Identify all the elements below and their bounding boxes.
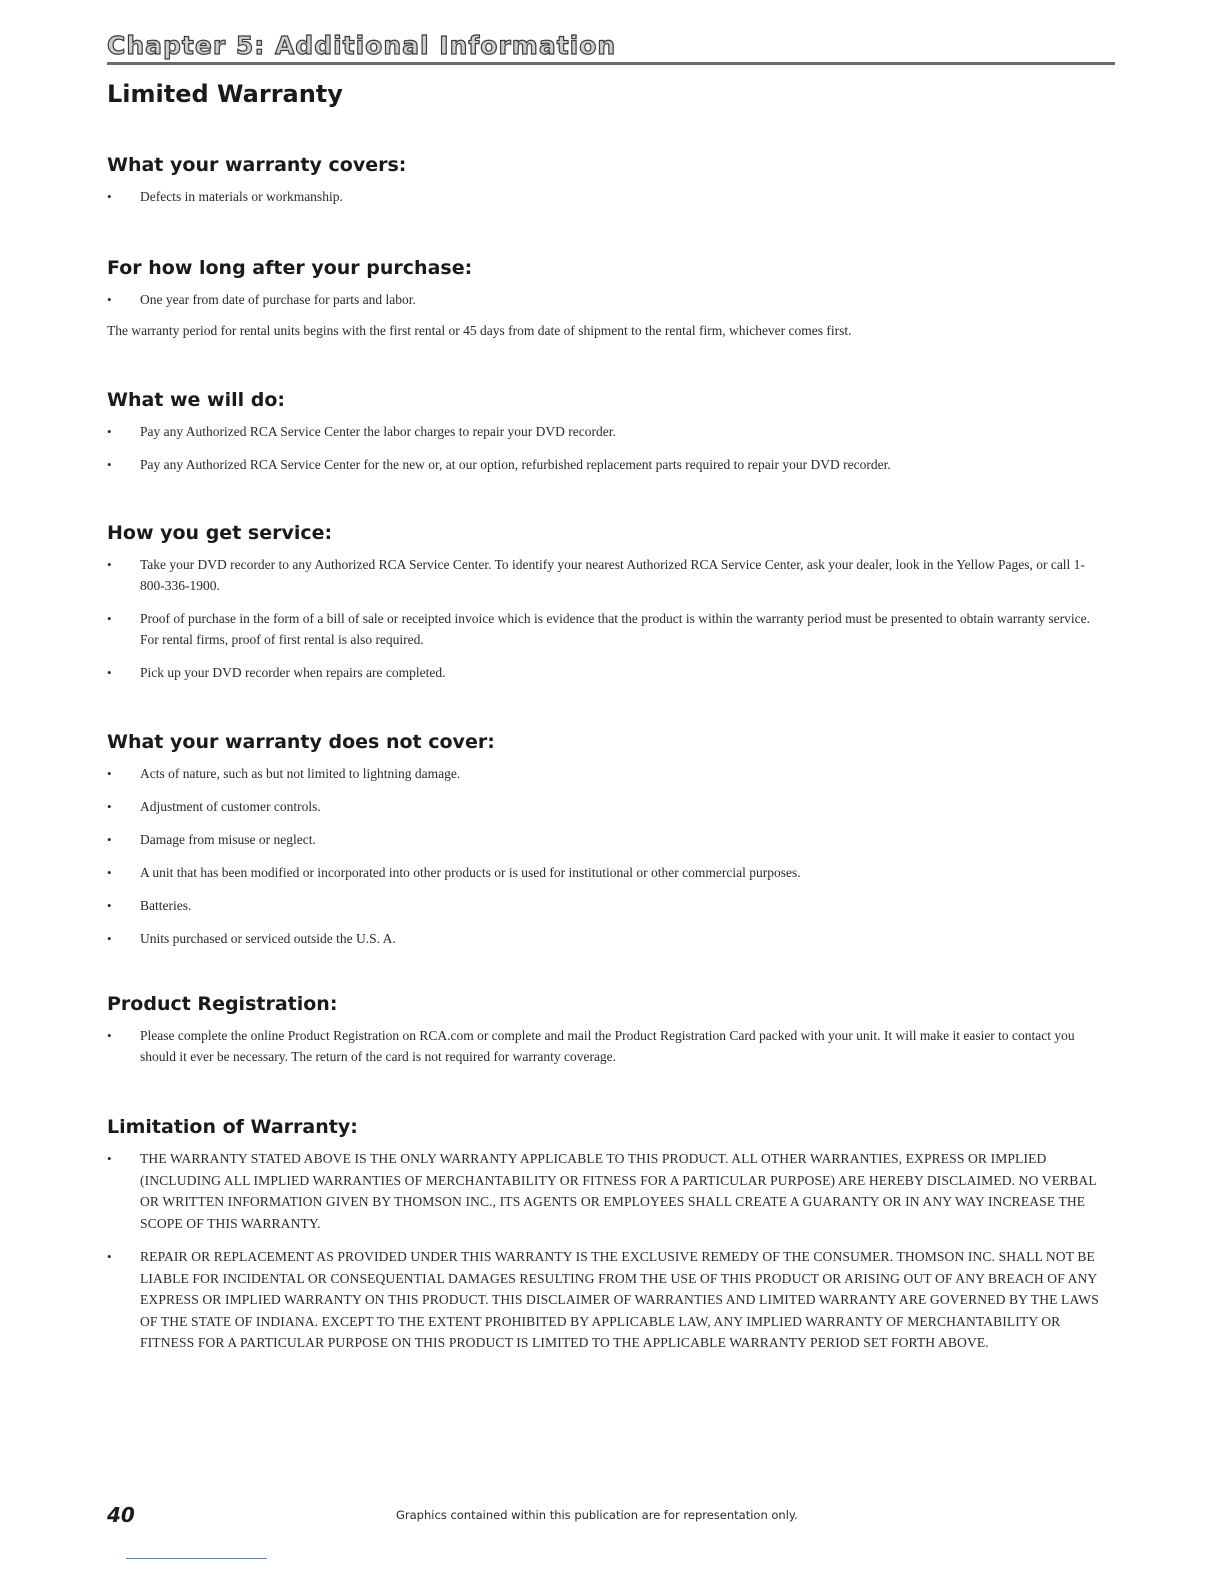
section-we-do <box>107 387 1107 487</box>
bullet-list <box>107 763 1107 949</box>
list-item <box>107 1148 1107 1234</box>
list-item <box>107 1246 1107 1354</box>
list-item <box>107 289 1107 310</box>
bullet-icon: • <box>107 189 112 204</box>
section-service <box>107 520 1107 695</box>
list-item-text: One year from date of purchase for parts and labor. <box>140 292 416 307</box>
rental-note: The warranty period for rental units begins with the first rental or 45 days from date of shipment to the rental firm, whichever comes first. <box>107 323 852 338</box>
list-item <box>107 554 1107 596</box>
bullet-icon: • <box>107 1249 112 1264</box>
list-item <box>107 829 1107 850</box>
bullet-icon: • <box>107 424 112 439</box>
bullet-icon: • <box>107 457 112 472</box>
list-item-text: Pick up your DVD recorder when repairs are completed. <box>140 665 446 680</box>
chapter-header <box>107 30 1115 65</box>
bullet-icon: • <box>107 665 112 680</box>
section-heading: For how long after your purchase: <box>107 257 473 279</box>
bullet-icon: • <box>107 1151 112 1166</box>
bottom-divider <box>126 1558 267 1559</box>
section-limitation <box>107 1114 1107 1366</box>
list-item <box>107 186 1107 207</box>
bullet-icon: • <box>107 766 112 781</box>
list-item-text: Please complete the online Product Registration on RCA.com or complete and mail the Product Registration Card packed with your unit. It will make it easier to contact you should it ever be necessary. The return of the card is not required for warranty coverage. <box>140 1028 1075 1064</box>
section-heading: How you get service: <box>107 522 333 544</box>
list-item-text: Acts of nature, such as but not limited to lightning damage. <box>140 766 461 781</box>
section-registration <box>107 991 1107 1079</box>
list-item <box>107 662 1107 683</box>
list-item-text: Units purchased or serviced outside the U.S. A. <box>140 931 396 946</box>
list-item-text: Batteries. <box>140 898 192 913</box>
list-item-text: Pay any Authorized RCA Service Center the labor charges to repair your DVD recorder. <box>140 424 616 439</box>
page-number: 40 <box>107 1503 135 1527</box>
bullet-icon: • <box>107 931 112 946</box>
list-item <box>107 796 1107 817</box>
bullet-list <box>107 1025 1107 1067</box>
bullet-icon: • <box>107 611 112 626</box>
section-heading: What your warranty covers: <box>107 154 407 176</box>
list-item <box>107 862 1107 883</box>
section-heading: What we will do: <box>107 389 286 411</box>
bullet-icon: • <box>107 865 112 880</box>
list-item <box>107 895 1107 916</box>
bullet-list <box>107 421 1107 475</box>
bullet-icon: • <box>107 1028 112 1043</box>
section-heading: Product Registration: <box>107 993 338 1015</box>
list-item-text: A unit that has been modified or incorporated into other products or is used for institutional or other commercial purposes. <box>140 865 801 880</box>
section-how-long <box>107 255 1107 341</box>
bullet-list <box>107 554 1107 683</box>
list-item <box>107 454 1107 475</box>
section-covers <box>107 152 1107 219</box>
list-item <box>107 608 1107 650</box>
bullet-icon: • <box>107 292 112 307</box>
section-not-cover <box>107 729 1107 961</box>
list-item-text: Proof of purchase in the form of a bill of sale or receipted invoice which is evidence that the product is within the warranty period must be presented to obtain warranty service. For rental firms, proof of first rental is also required. <box>140 611 1090 647</box>
bullet-icon: • <box>107 799 112 814</box>
list-item-text: Pay any Authorized RCA Service Center for the new or, at our option, refurbished replacement parts required to repair your DVD recorder. <box>140 457 891 472</box>
bullet-list <box>107 289 1107 310</box>
list-item <box>107 1025 1107 1067</box>
list-item <box>107 763 1107 784</box>
section-heading: What your warranty does not cover: <box>107 731 495 753</box>
list-item-text: Defects in materials or workmanship. <box>140 189 343 204</box>
list-item <box>107 421 1107 442</box>
bullet-icon: • <box>107 832 112 847</box>
bullet-icon: • <box>107 898 112 913</box>
list-item-text: Take your DVD recorder to any Authorized RCA Service Center. To identify your nearest Authorized RCA Service Center, ask your dealer, look in the Yellow Pages, or call 1-800-336-1900. <box>140 557 1085 593</box>
bullet-list <box>107 1148 1107 1354</box>
list-item-text: Damage from misuse or neglect. <box>140 832 316 847</box>
bullet-list <box>107 186 1107 207</box>
list-item-text: REPAIR OR REPLACEMENT AS PROVIDED UNDER THIS WARRANTY IS THE EXCLUSIVE REMEDY OF THE CONSUMER. THOMSON INC. SHALL NOT BE LIABLE FOR INCIDENTAL OR CONSEQUENTIAL DAMAGES RESULTING FROM THE USE OF THIS PRODUCT OR ARISING OUT OF ANY BREACH OF ANY EXPRESS OR IMPLIED WARRANTY ON THIS PRODUCT. THIS DISCLAIMER OF WARRANTIES AND LIMITED WARRANTY ARE GOVERNED BY THE LAWS OF THE STATE OF INDIANA. EXCEPT TO THE EXTENT PROHIBITED BY APPLICABLE LAW, ANY IMPLIED WARRANTY OF MERCHANTABILITY OR FITNESS FOR A PARTICULAR PURPOSE ON THIS PRODUCT IS LIMITED TO THE APPLICABLE WARRANTY PERIOD SET FORTH ABOVE. <box>140 1249 1099 1350</box>
list-item-text: Adjustment of customer controls. <box>140 799 321 814</box>
bullet-icon: • <box>107 557 112 572</box>
list-item-text: THE WARRANTY STATED ABOVE IS THE ONLY WARRANTY APPLICABLE TO THIS PRODUCT. ALL OTHER WARRANTIES, EXPRESS OR IMPLIED (INCLUDING ALL IMPLIED WARRANTIES OF MERCHANTABILITY OR FITNESS FOR A PARTICULAR PURPOSE) ARE HEREBY DISCLAIMED. NO VERBAL OR WRITTEN INFORMATION GIVEN BY THOMSON INC., ITS AGENTS OR EMPLOYEES SHALL CREATE A GUARANTY OR IN ANY WAY INCREASE THE SCOPE OF THIS WARRANTY. <box>140 1151 1097 1231</box>
list-item <box>107 928 1107 949</box>
footer-note: Graphics contained within this publication are for representation only. <box>396 1508 798 1522</box>
section-heading: Limitation of Warranty: <box>107 1116 358 1138</box>
chapter-title: Chapter 5: Additional Information <box>107 31 617 60</box>
page-title: Limited Warranty <box>107 80 343 108</box>
